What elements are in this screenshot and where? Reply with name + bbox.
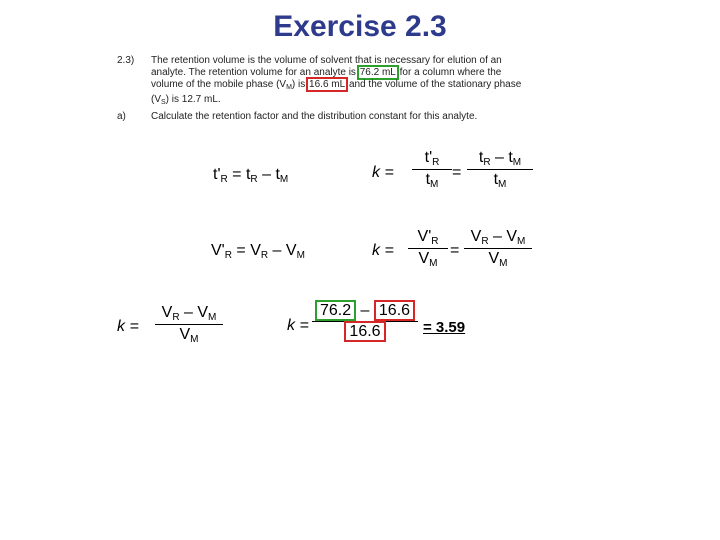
equals-sign-2: = [450,242,460,259]
fraction-t-prime-denominator: $t_M$ [425,171,439,190]
eq1-lhs-sub: R [220,174,228,185]
k-label-1: k = [372,164,394,181]
eq1-lhs: t' [213,166,221,183]
problem-line-3-text-c: and the volume of the stationary phase [348,79,522,90]
fraction-bar [412,169,452,170]
page-title: Exercise 2.3 [273,10,447,43]
problem-line-3 [151,79,571,94]
calculation-denominator [312,323,418,341]
fraction-t-difference-denominator: $t_M$ [493,171,507,190]
fraction-v-prime-numerator: $V'_R$ [417,228,439,247]
equation-adjusted-retention-volume [211,242,305,261]
fraction-v-prime-denominator: $V_M$ [418,250,438,269]
fraction-t-prime [412,149,452,190]
problem-line-2-text-a: analyte. The retention volume for an analyte is [151,67,356,78]
k-label-4: k = [287,317,309,334]
fraction-bar [155,324,223,325]
problem-line-2 [151,67,571,79]
fraction-v-difference-numerator: $V_R - V_M$ [470,228,526,247]
fraction-summary-denominator: $V_M$ [179,326,199,345]
calculation-numerator [312,302,418,320]
k-label-2: k = [372,242,394,259]
part-text: Calculate the retention factor and the distribution constant for this analyte. [151,111,478,122]
fraction-t-difference-numerator: $t_R - t_M$ [478,149,522,168]
eq1-sub-r: R [250,174,258,185]
mobile-phase-volume-highlight: 16.6 mL [309,79,346,90]
problem-line-4 [151,94,571,109]
problem-line-3-text-b: ) is [291,79,306,90]
fraction-bar [408,248,448,249]
eq2-eq: = V [231,242,261,259]
mobile-phase-value-numerator: 16.6 [374,300,415,321]
problem-line-4-text-b: ) is 12.7 mL. [165,94,221,105]
fraction-bar [464,248,532,249]
equation-adjusted-retention-time [213,166,288,185]
fraction-summary-numerator: $V_R - V_M$ [161,304,217,323]
retention-volume-highlight: 76.2 mL [359,67,396,78]
problem-number: 2.3) [117,55,135,66]
equals-sign-1: = [452,164,462,181]
eq2-lhs: V' [211,242,225,259]
fraction-bar [467,169,533,170]
problem-line-4-text-a: (V [151,94,161,105]
fraction-v-difference-summary [155,304,223,345]
problem-line-1: The retention volume is the volume of solvent that is necessary for elution of an [151,55,502,66]
eq2-sub-m: M [296,250,305,261]
fraction-v-prime [408,228,448,269]
fraction-v-difference [464,228,532,269]
eq1-minus: – t [257,166,280,183]
problem-statement [151,55,571,109]
fraction-v-difference-denominator: $V_M$ [488,250,508,269]
fraction-t-difference [467,149,533,190]
part-label: a) [117,111,126,122]
fraction-calculation [312,302,418,341]
eq1-sub-m: M [279,174,289,185]
problem-line-2-text-b: for a column where the [399,67,502,78]
problem-line-3-sub: M [286,84,292,91]
fraction-t-prime-numerator: $t'_R$ [424,149,440,168]
k-label-3: k = [117,318,139,335]
calculation-minus: – [360,302,370,319]
eq2-sub-r: R [260,250,269,261]
problem-line-3-text-a: volume of the mobile phase (V [151,79,287,90]
mobile-phase-value-denominator: 16.6 [344,321,385,342]
eq2-lhs-sub: R [224,250,232,261]
retention-factor-result: = 3.59 [423,319,466,336]
retention-volume-value: 76.2 [315,300,356,321]
problem-line-4-sub: S [161,99,166,106]
eq2-minus: – V [268,242,297,259]
eq1-eq: = t [227,166,251,183]
